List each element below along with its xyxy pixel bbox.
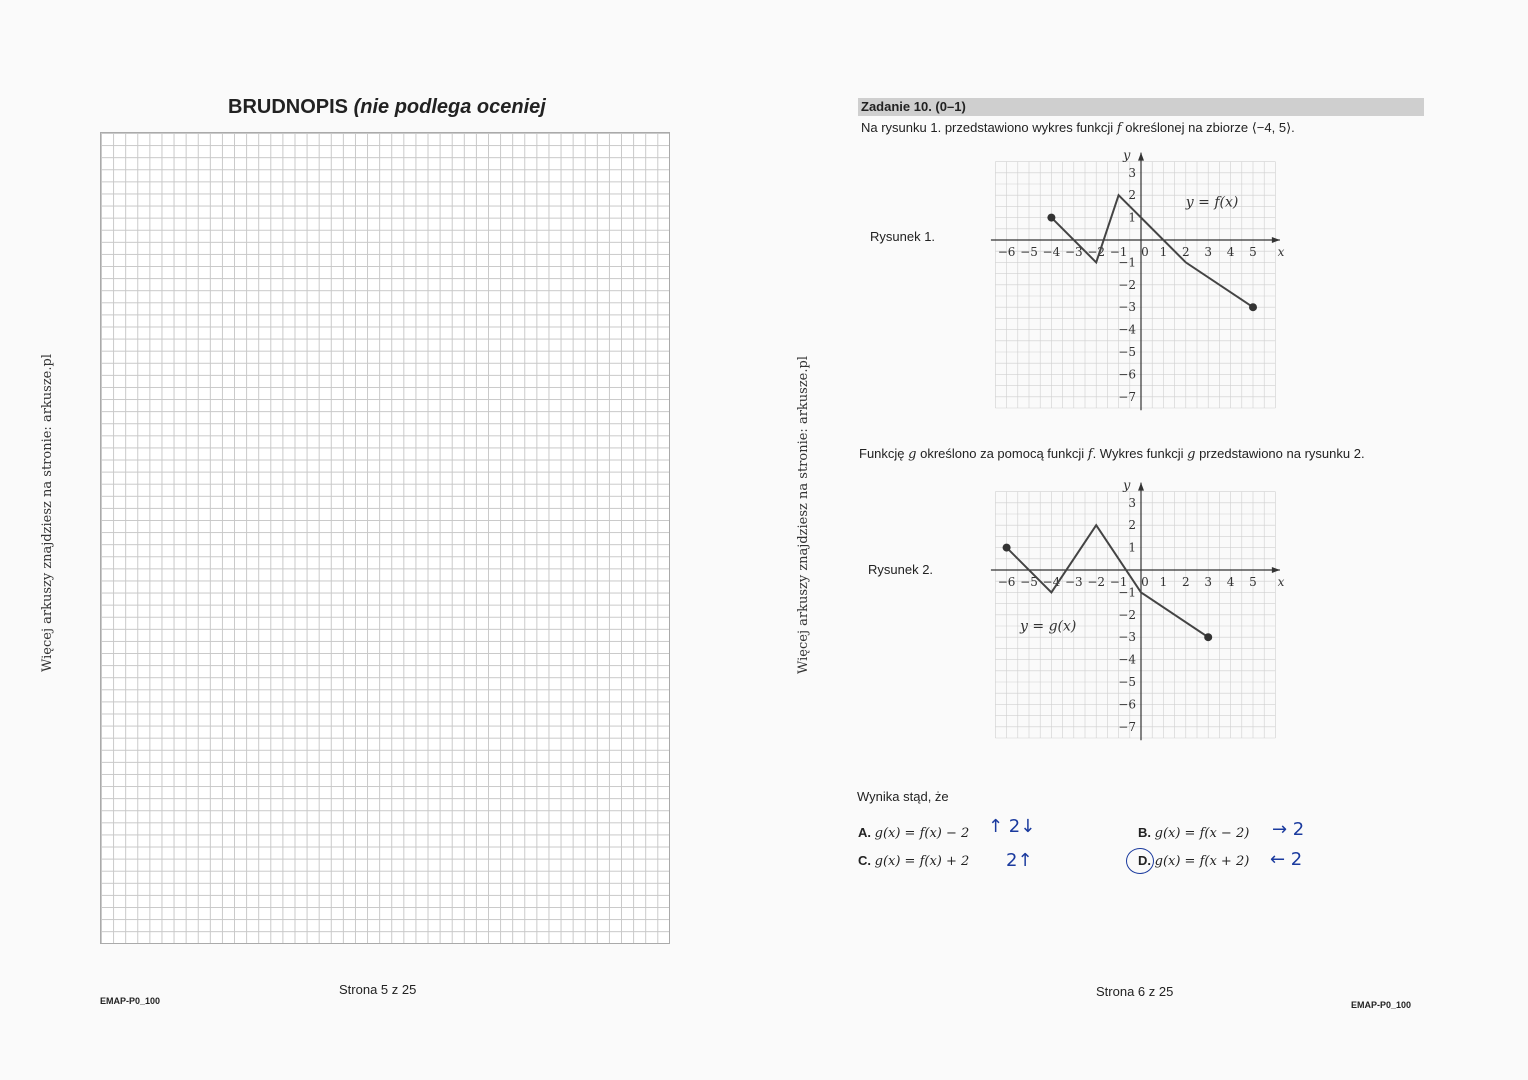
x-tick-label: −6 <box>997 575 1016 589</box>
middle-f: f <box>1087 447 1093 462</box>
x-tick-label: 5 <box>1249 245 1257 259</box>
x-tick-label: 1 <box>1159 575 1168 589</box>
x-tick-label: 0 <box>1141 575 1149 589</box>
middle-g: g <box>908 447 917 462</box>
y-tick-label: −2 <box>1118 277 1136 292</box>
y-tick-label: 2 <box>1128 518 1136 533</box>
y-tick-label: −3 <box>1118 630 1136 645</box>
start-point <box>1047 214 1055 222</box>
task-header <box>858 98 1424 116</box>
y-tick-label: −6 <box>1118 697 1136 712</box>
y-axis-arrow <box>1138 153 1144 161</box>
start-point <box>1003 544 1011 552</box>
answer-d[interactable] <box>1138 853 1249 869</box>
figure1-chart <box>990 150 1290 415</box>
end-point <box>1249 303 1257 311</box>
draft-title-bold: BRUDNOPIS <box>228 96 349 118</box>
y-tick-label: −4 <box>1118 652 1136 667</box>
intro-set: ⟨−4, 5⟩. <box>1251 120 1295 135</box>
x-tick-label: −1 <box>1109 575 1128 589</box>
side-text-left: Więcej arkuszy znajdziesz na stronie: arkusze.pl <box>40 354 55 672</box>
x-tick-label: −6 <box>997 245 1016 259</box>
x-tick-label: −3 <box>1064 245 1083 259</box>
answer-a-formula: g(x) = f(x) − 2 <box>874 826 970 841</box>
intro-f: f <box>1116 121 1122 136</box>
x-tick-label: −2 <box>1087 245 1106 259</box>
handwriting-d: ← 2 <box>1270 849 1303 870</box>
function-label: y = g(x) <box>1020 618 1077 635</box>
task-header-label: Zadanie 10. (0–1) <box>861 99 966 114</box>
answer-b-formula: g(x) = f(x − 2) <box>1154 826 1250 841</box>
x-tick-label: −5 <box>1020 575 1038 589</box>
task-intro <box>861 120 1295 136</box>
y-tick-label: 2 <box>1128 188 1136 203</box>
figure2-label: Rysunek 2. <box>868 562 934 577</box>
answer-d-formula: g(x) = f(x + 2) <box>1154 854 1250 869</box>
function-label: y = f(x) <box>1185 194 1239 211</box>
y-tick-label: −5 <box>1118 345 1136 359</box>
answer-c-formula: g(x) = f(x) + 2 <box>874 854 970 869</box>
intro-text-a: Na rysunku 1. przedstawiono wykres funkcji <box>861 120 1114 135</box>
end-point <box>1204 633 1212 641</box>
x-tick-label: 1 <box>1159 245 1168 259</box>
y-tick-label: −2 <box>1118 607 1136 622</box>
exam-code-left: EMAP-P0_100 <box>100 996 161 1006</box>
y-tick-label: −6 <box>1118 367 1136 382</box>
x-axis-arrow <box>1272 237 1280 243</box>
y-tick-label: 3 <box>1128 495 1136 510</box>
middle-text <box>859 446 1365 462</box>
answer-b[interactable] <box>1138 825 1249 841</box>
answer-b-letter: B. <box>1138 825 1151 840</box>
draft-grid <box>100 132 670 944</box>
answer-c-letter: C. <box>858 853 871 868</box>
y-tick-label: 3 <box>1128 165 1136 180</box>
answer-a[interactable] <box>858 825 969 841</box>
y-tick-label: −3 <box>1118 300 1136 315</box>
y-tick-label: −4 <box>1118 322 1136 337</box>
side-text-right: Więcej arkuszy znajdziesz na stronie: arkusze.pl <box>796 356 811 674</box>
x-tick-label: −4 <box>1042 245 1061 259</box>
handwriting-c: 2↑ <box>1006 850 1033 871</box>
page-number-left: Strona 5 z 25 <box>339 982 417 997</box>
answer-c[interactable] <box>858 853 969 869</box>
y-axis-arrow <box>1138 483 1144 491</box>
answer-d-circle <box>1126 848 1154 874</box>
y-tick-label: −5 <box>1118 675 1136 689</box>
middle-text-c: . Wykres funkcji <box>1092 446 1184 461</box>
x-tick-label: −1 <box>1109 245 1128 259</box>
x-tick-label: 4 <box>1226 245 1235 259</box>
y-tick-label: −1 <box>1118 585 1136 600</box>
y-tick-label: −7 <box>1118 389 1136 404</box>
y-axis-label: y <box>1123 480 1131 494</box>
x-tick-label: 3 <box>1204 575 1213 589</box>
conclusion-text: Wynika stąd, że <box>857 789 949 804</box>
figure2-chart <box>990 480 1290 745</box>
x-tick-label: 3 <box>1204 245 1213 259</box>
middle-text-b: określono za pomocą funkcji <box>920 446 1085 461</box>
x-axis-label: x <box>1277 245 1285 259</box>
answer-d-letter: D. <box>1138 853 1151 868</box>
y-tick-label: −1 <box>1118 255 1136 270</box>
x-axis-label: x <box>1277 575 1285 589</box>
x-tick-label: 2 <box>1181 245 1190 259</box>
y-tick-label: −7 <box>1118 719 1136 734</box>
x-tick-label: −2 <box>1087 575 1106 589</box>
y-axis-label: y <box>1123 150 1131 164</box>
draft-title-italic: (nie podlega oceniej <box>353 96 546 118</box>
figure1-label: Rysunek 1. <box>870 229 936 244</box>
handwriting-a: ↑ 2↓ <box>988 816 1036 837</box>
draft-title <box>228 96 546 119</box>
y-tick-label: 1 <box>1128 540 1136 555</box>
x-tick-label: 4 <box>1226 575 1235 589</box>
x-tick-label: 2 <box>1181 575 1190 589</box>
intro-text-b: określonej na zbiorze <box>1125 120 1249 135</box>
exam-code-right: EMAP-P0_100 <box>1351 1000 1412 1010</box>
page-number-right: Strona 6 z 25 <box>1096 984 1174 999</box>
x-tick-label: −4 <box>1042 575 1061 589</box>
x-tick-label: −5 <box>1020 245 1038 259</box>
middle-text-d: przedstawiono na rysunku <box>1199 446 1351 461</box>
middle-num: 2. <box>1353 446 1365 461</box>
handwriting-b: → 2 <box>1272 819 1305 840</box>
x-axis-arrow <box>1272 567 1280 573</box>
middle-text-a: Funkcję <box>859 446 905 461</box>
x-tick-label: 5 <box>1249 575 1257 589</box>
answer-a-letter: A. <box>858 825 871 840</box>
y-tick-label: 1 <box>1128 210 1136 225</box>
x-tick-label: 0 <box>1141 245 1149 259</box>
x-tick-label: −3 <box>1064 575 1083 589</box>
middle-g2: g <box>1187 447 1196 462</box>
